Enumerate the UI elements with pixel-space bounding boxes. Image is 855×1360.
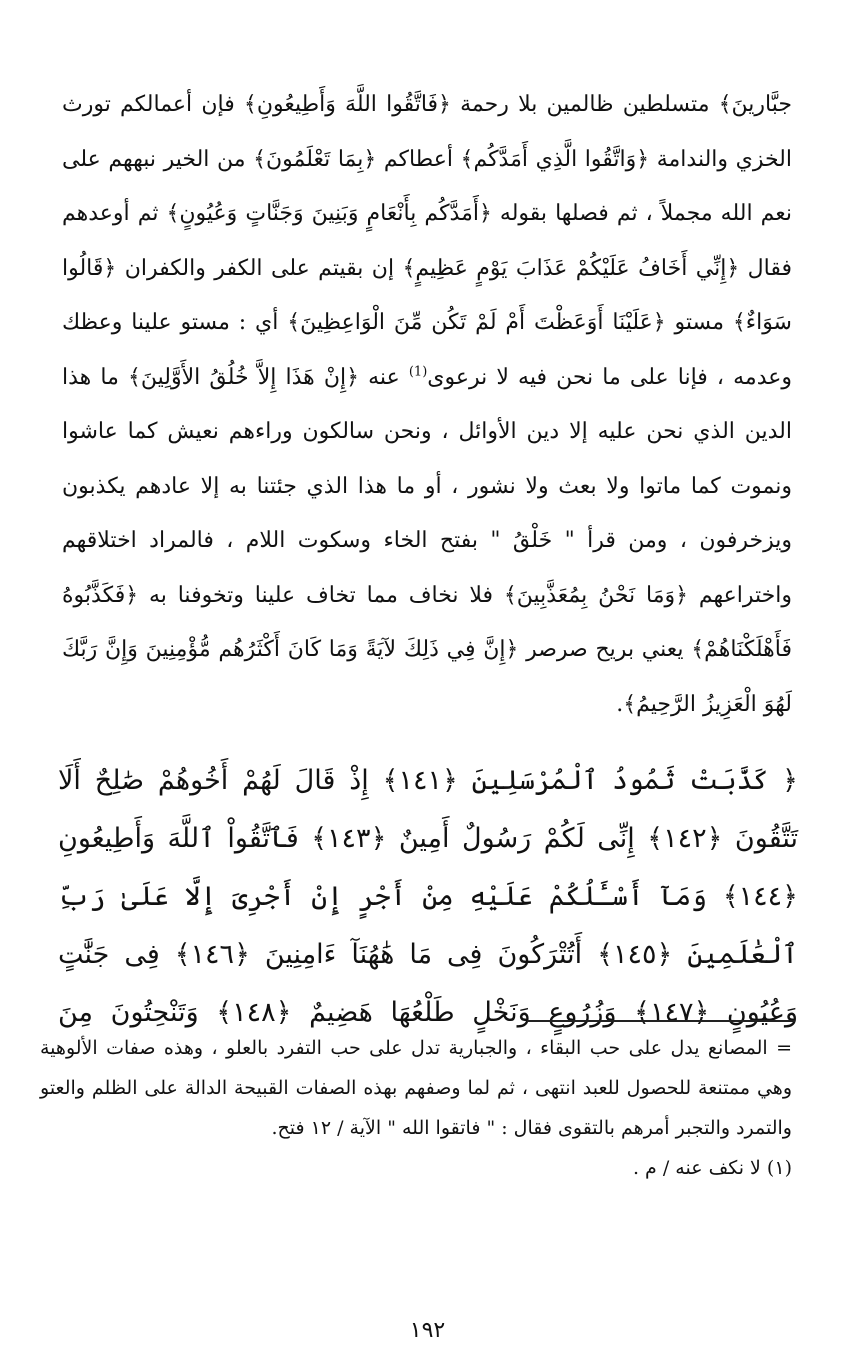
quran-verses [58, 752, 798, 1042]
footnote-1: (١) لا نكف عنه / م . [632, 1157, 792, 1179]
footnote-continued: = المصانع يدل على حب البقاء ، والجبارية تدل على حب التفرد بالعلو ، وهذه صفات الألوهية وهي ممتنعة للحصول للعبد انتهى ، ثم لما وصفهم بهذه الصفات القبيحة الدالة على الظلم والعتو والتمرد والتجبر أمرهم بالتقوى فقال : " فاتقوا الله " الآية / ١٢ فتح. [40, 1037, 792, 1139]
commentary-part-2: عنه ﴿إِنْ هَذَا إِلاَّ خُلُقُ الأَوَّلِينَ﴾ ما هذا الدين الذي نحن عليه إلا دين الأوائل ، ونحن سالكون وراءهم نعيش كما عاشوا ونموت كما ماتوا ولا بعث ولا نشور ، أو ما هذا الذي جئتنا به إلا عادهم يكذبون ويزخرفون ، ومن قرأ " خَلْقُ " بفتح الخاء وسكوت اللام ، فالمراد اختلاقهم واختراعهم ﴿وَمَا نَحْنُ بِمُعَذَّبِينَ﴾ فلا نخاف مما تخاف علينا وتخوفنا به ﴿فَكَذَّبُوهُ فَأَهْلَكْنَاهُمْ﴾ يعني بريح صرصر ﴿إِنَّ فِي ذَلِكَ لآيَةً وَمَا كَانَ أَكْثَرُهُم مُّؤْمِنِينَ وَإِنَّ رَبَّكَ لَهُوَ الْعَزِيزُ الرَّحِيمُ﴾. [62, 364, 792, 717]
quran-text: ﴿ كَذَّبَتْ ثَمُودُ ٱلْمُرْسَلِينَ ﴿١٤١﴾ إِذْ قَالَ لَهُمْ أَخُوهُمْ صَٰلِحٌ أَلَا تَتَّقُونَ ﴿١٤٢﴾ إِنِّى لَكُمْ رَسُولٌ أَمِينٌ ﴿١٤٣﴾ فَٱتَّقُواْ ٱللَّهَ وَأَطِيعُونِ ﴿١٤٤﴾ وَمَآ أَسْـَٔلُكُمْ عَلَيْهِ مِنْ أَجْرٍ إِنْ أَجْرِىَ إِلَّا عَلَىٰ رَبِّ ٱلْعَٰلَمِينَ ﴿١٤٥﴾ أَتُتْرَكُونَ فِى مَا هَٰهُنَآ ءَامِنِينَ ﴿١٤٦﴾ فِى جَنَّٰتٍ وَعُيُونٍ ﴿١٤٧﴾ وَزُرُوعٍ وَنَخْلٍ طَلْعُهَا هَضِيمٌ ﴿١٤٨﴾ وَتَنْحِتُونَ مِنَ [58, 765, 799, 1028]
commentary-text [62, 78, 792, 732]
commentary-paragraph [62, 78, 792, 732]
footnote-reference: (1) [408, 364, 428, 380]
footnote-divider [527, 1020, 795, 1022]
footnotes [40, 1028, 792, 1188]
commentary-part-1: جبَّارينَ﴾ متسلطين ظالمين بلا رحمة ﴿فَاتَّقُوا اللَّهَ وَأَطِيعُونِ﴾ فإن أعمالكم تورث الخزي والندامة ﴿وَاتَّقُوا الَّذِي أَمَدَّكُم﴾ أعطاكم ﴿بِمَا تَعْلَمُونَ﴾ من الخير نبههم على نعم الله مجملاً ، ثم فصلها بقوله ﴿أَمَدَّكُم بِأَنْعَامٍ وَبَنِينَ وَجَنَّاتٍ وَعُيُونٍ﴾ ثم أوعدهم فقال ﴿إِنِّي أَخَافُ عَلَيْكُمْ عَذَابَ يَوْمٍ عَظِيمٍ﴾ إن بقيتم على الكفر والكفران ﴿قَالُوا سَوَاءٌ﴾ مستو ﴿عَلَيْنَا أَوَعَظْتَ أَمْ لَمْ تَكُن مِّنَ الْوَاعِظِينَ﴾ أي : مستو علينا وعظك وعدمه ، فإنا على ما نحن فيه لا نرعوى [62, 92, 792, 390]
page-number: ١٩٢ [409, 1318, 446, 1343]
